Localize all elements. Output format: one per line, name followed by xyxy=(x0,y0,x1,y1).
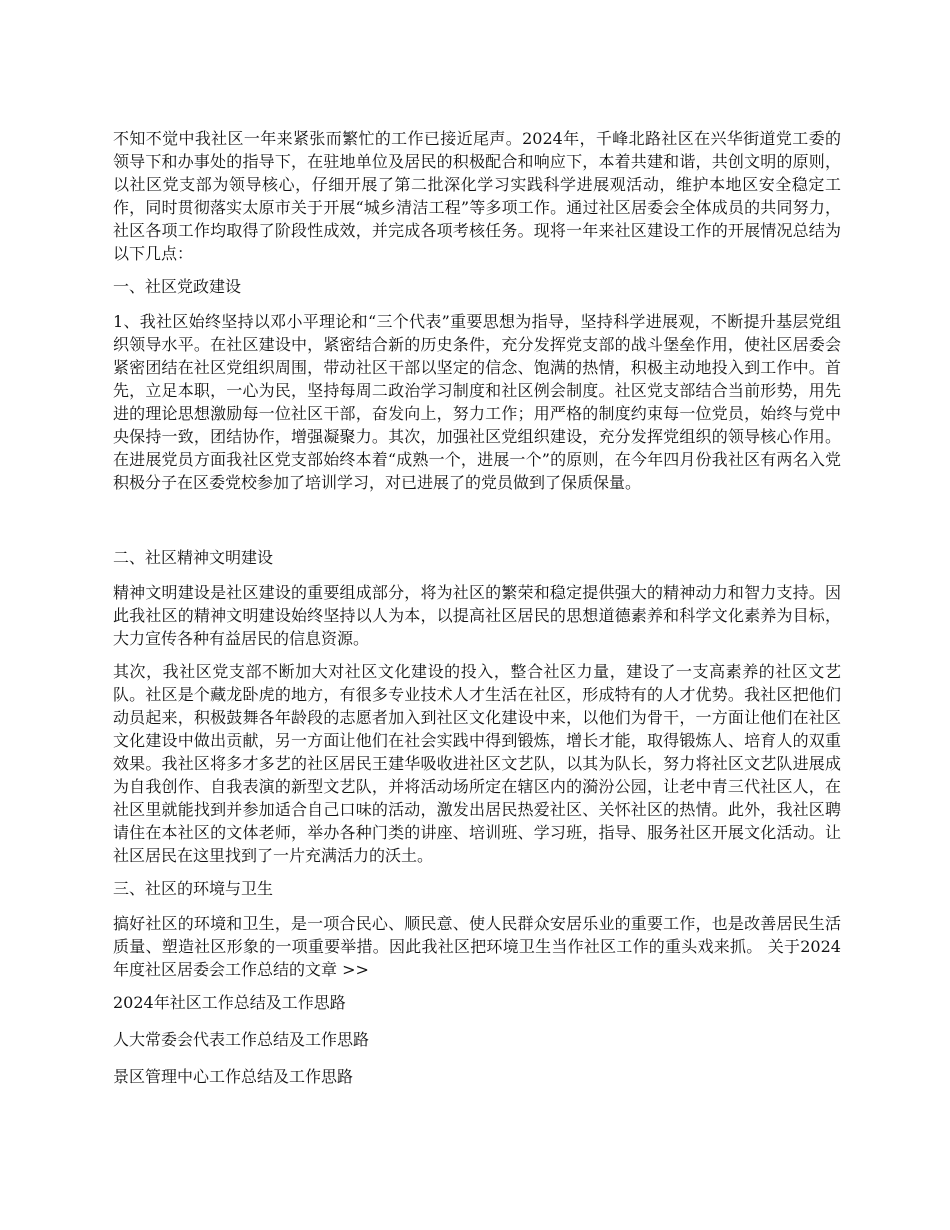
environment-paragraph xyxy=(113,912,841,981)
related-link-3-text[interactable]: 景区管理中心工作总结及工作思路 xyxy=(113,1067,354,1086)
section-heading-civilization: 二、社区精神文明建设 xyxy=(113,548,274,567)
civilization-paragraph-1: 精神文明建设是社区建设的重要组成部分，将为社区的繁荣和稳定提供强大的精神动力和智力支持。因此我社区的精神文明建设始终坚持以人为本，以提高社区居民的思想道德素养和科学文化素养为目标，大力宣传各种有益居民的信息资源。 xyxy=(113,583,841,648)
section-heading-party-building: 一、社区党政建设 xyxy=(113,277,242,296)
related-link-2[interactable] xyxy=(113,1028,841,1051)
related-link-1-text[interactable]: 2024年社区工作总结及工作思路 xyxy=(113,993,346,1012)
related-link-1[interactable] xyxy=(113,991,841,1014)
environment-text: 搞好社区的环境和卫生，是一项合民心、顺民意、使人民群众安居乐业的重要工作，也是改善居民生活质量、塑造社区形象的一项重要举措。因此我社区把环境卫生当作社区工作的重头戏来抓。 xyxy=(113,914,841,956)
civilization-paragraph-2: 其次，我社区党支部不断加大对社区文化建设的投入，整合社区力量，建设了一支高素养的社区文艺队。社区是个藏龙卧虎的地方，有很多专业技术人才生活在社区，形成特有的人才优势。我社区把他们动员起来，积极鼓舞各年龄段的志愿者加入到社区文化建设中来，以他们为骨干，一方面让他们在社区文化建设中做出贡献，另一方面让他们在社会实践中得到锻炼，增长才能，取得锻炼人、培育人的双重效果。我社区将多才多艺的社区居民王建华吸收进社区文艺队，以其为队长，努力将社区文艺队进展成为自我创作、自我表演的新型文艺队，并将活动场所定在辖区内的漪汾公园，让老中青三代社区人，在社区里就能找到并参加适合自己口味的活动，激发出居民热爱社区、关怀社区的热情。此外，我社区聘请住在本社区的文体老师，举办各种门类的讲座、培训班、学习班，指导、服务社区开展文化活动。让社区居民在这里找到了一片充满活力的沃土。 xyxy=(113,662,841,865)
intro-paragraph: 不知不觉中我社区一年来紧张而繁忙的工作已接近尾声。2024年，千峰北路社区在兴华街道党工委的领导下和办事处的指导下，在驻地单位及居民的积极配合和响应下，本着共建和谐，共创文明的原则，以社区党支部为领导核心，仔细开展了第二批深化学习实践科学进展观活动，维护本地区安全稳定工作，同时贯彻落实太原市关于开展“城乡清洁工程”等多项工作。通过社区居委会全体成员的共同努力，社区各项工作均取得了阶段性成效，并完成各项考核任务。现将一年来社区建设工作的开展情况总结为以下几点： xyxy=(113,129,841,263)
related-link-2-text[interactable]: 人大常委会代表工作总结及工作思路 xyxy=(113,1030,370,1049)
related-articles-link[interactable]: 关于2024年度社区居委会工作总结的文章 >> xyxy=(113,937,841,979)
related-link-3[interactable] xyxy=(113,1065,841,1088)
section-heading-environment: 三、社区的环境与卫生 xyxy=(113,879,274,898)
document-page xyxy=(113,127,841,1102)
party-building-paragraph: 1、我社区始终坚持以邓小平理论和“三个代表”重要思想为指导，坚持科学进展观，不断提升基层党组织领导水平。在社区建设中，紧密结合新的历史条件，充分发挥党支部的战斗堡垒作用，使社区居委会紧密团结在社区党组织周围，带动社区干部以坚定的信念、饱满的热情，积极主动地投入到工作中。首先，立足本职，一心为民，坚持每周二政治学习制度和社区例会制度。社区党支部结合当前形势，用先进的理论思想激励每一位社区干部，奋发向上，努力工作；用严格的制度约束每一位党员，始终与党中央保持一致，团结协作，增强凝聚力。其次，加强社区党组织建设，充分发挥党组织的领导核心作用。在进展党员方面我社区党支部始终本着“成熟一个，进展一个”的原则，在今年四月份我社区有两名入党积极分子在区委党校参加了培训学习，对已进展了的党员做到了保质保量。 xyxy=(113,312,841,492)
